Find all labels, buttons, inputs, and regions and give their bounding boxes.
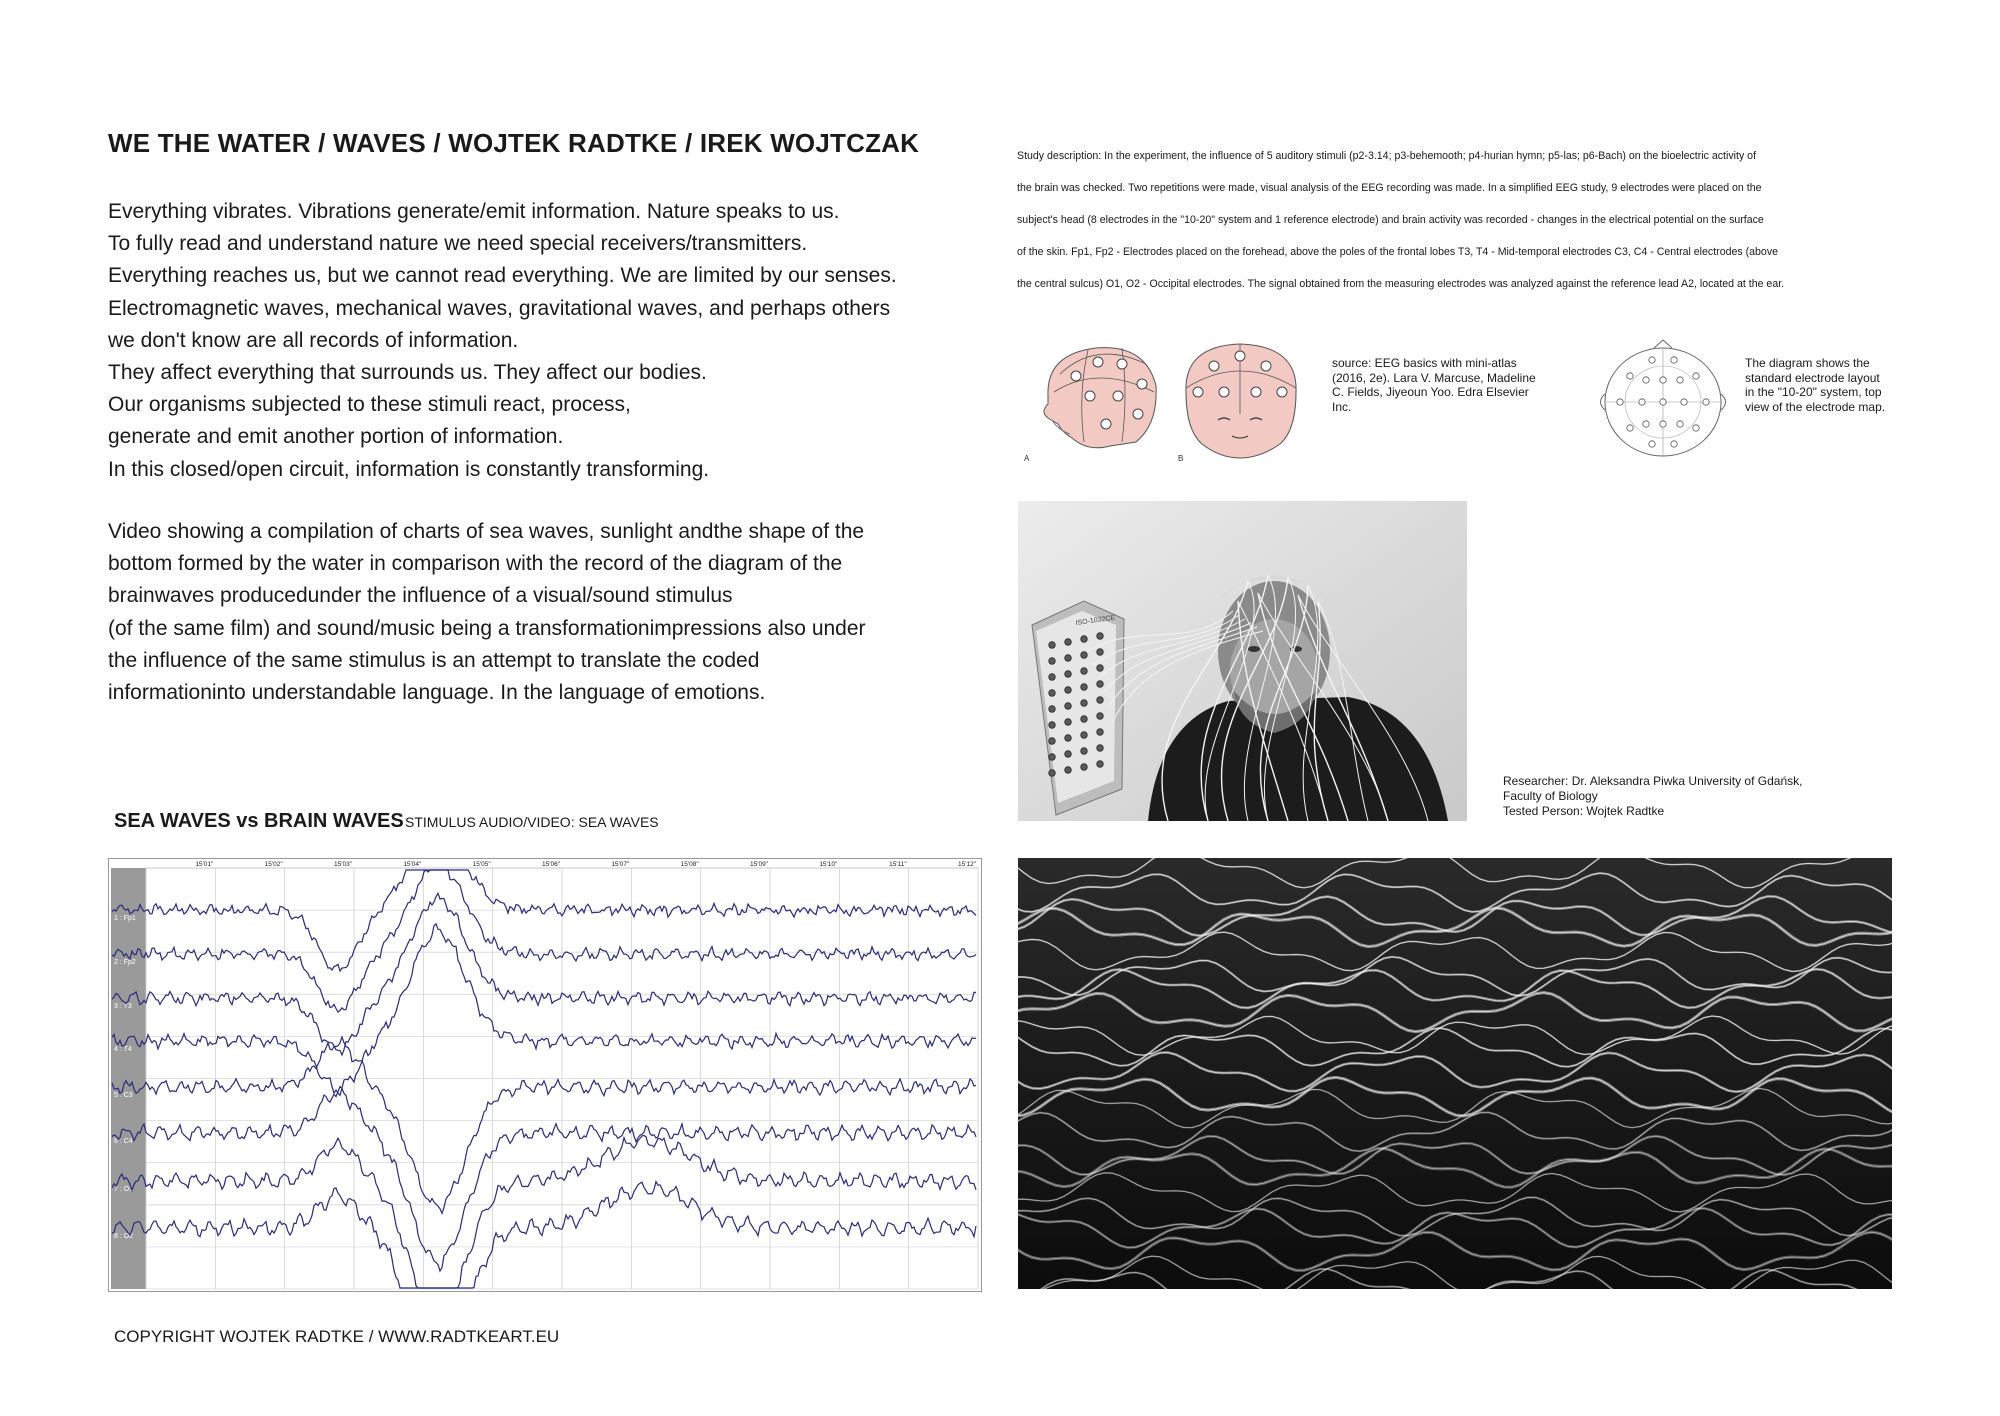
time-label: 15'06" bbox=[541, 861, 560, 868]
section-title: SEA WAVES vs BRAIN WAVES bbox=[114, 810, 404, 832]
text-line: standard electrode layout bbox=[1745, 370, 1880, 385]
text-line: of the skin. Fp1, Fp2 - Electrodes placed on the forehead, above the poles of the frontal lobes T3, T4 - Mid-temporal electrodes C3, C4 - Central electrodes (above bbox=[1017, 246, 1779, 258]
head-side-view bbox=[1024, 348, 1156, 463]
time-label: 15'12" bbox=[957, 861, 976, 868]
eeg-recording-image bbox=[108, 858, 982, 1292]
text-line: the central sulcus) O1, O2 - Occipital electrodes. The signal obtained from the measuring electrodes was analyzed against the reference lead A2, located at the ear. bbox=[1017, 278, 1785, 290]
text-line: informationinto understandable language. In the language of emotions. bbox=[108, 681, 766, 705]
time-label: 15'09" bbox=[749, 861, 768, 868]
text-line: brainwaves producedunder the influence of a visual/sound stimulus bbox=[108, 584, 733, 608]
time-label: 15'02" bbox=[264, 861, 283, 868]
text-line: In this closed/open circuit, information is constantly transforming. bbox=[108, 457, 710, 481]
text-line: The diagram shows the bbox=[1745, 356, 1870, 370]
text-line: Video showing a compilation of charts of sea waves, sunlight andthe shape of the bbox=[108, 520, 865, 543]
text-line: Researcher: Dr. Aleksandra Piwka University of Gdańsk, bbox=[1503, 774, 1803, 788]
time-label: 15'07" bbox=[611, 861, 630, 868]
text-line: we don't know are all records of information. bbox=[108, 328, 519, 352]
intro-paragraph-2 bbox=[108, 516, 866, 709]
time-label: 15'03" bbox=[333, 861, 352, 868]
figure-label-b: B bbox=[1178, 454, 1184, 463]
channel-label: 6 : C4 bbox=[114, 1138, 133, 1145]
text-line: C. Fields, Jiyeoun Yoo. Edra Elsevier bbox=[1332, 385, 1529, 399]
tested-person-photo bbox=[1018, 501, 1467, 821]
time-label: 15'01" bbox=[195, 861, 214, 868]
text-line: source: EEG basics with mini-atlas bbox=[1332, 356, 1517, 370]
diagram-caption bbox=[1745, 356, 1905, 414]
text-line: Tested Person: Wojtek Radtke bbox=[1503, 804, 1665, 818]
time-label: 15'04" bbox=[403, 861, 422, 868]
text-line: Study description: In the experiment, the influence of 5 auditory stimuli (p2-3.14; p3-behemooth; p4-hurian hymn; p5-las; p6-Bach) on the bioelectric activity of bbox=[1017, 150, 1757, 162]
text-line: (of the same film) and sound/music being a transformationimpressions also under bbox=[108, 616, 866, 640]
text-line: generate and emit another portion of information. bbox=[108, 425, 564, 449]
channel-label: 8 : O2 bbox=[114, 1233, 134, 1240]
text-line: Inc. bbox=[1332, 399, 1352, 414]
text-line: bottom formed by the water in comparison with the record of the diagram of the bbox=[108, 552, 843, 576]
time-label: 15'10" bbox=[819, 861, 838, 868]
page-title: WE THE WATER / WAVES / WOJTEK RADTKE / IREK WOJTCZAK bbox=[108, 128, 920, 158]
text-line: Electromagnetic waves, mechanical waves, gravitational waves, and perhaps others bbox=[108, 296, 891, 320]
figure-label-a: A bbox=[1024, 454, 1030, 463]
head-front-view bbox=[1178, 344, 1296, 463]
channel-label: 5 : C3 bbox=[114, 1092, 133, 1099]
text-line: the influence of the same stimulus is an attempt to translate the coded bbox=[108, 648, 760, 672]
text-line: They affect everything that surrounds us. They affect our bodies. bbox=[108, 361, 707, 385]
intro-paragraph-1 bbox=[108, 196, 897, 486]
text-line: Our organisms subjected to these stimuli react, process, bbox=[108, 393, 631, 417]
channel-label: 1 : Fp1 bbox=[114, 915, 136, 922]
source-caption bbox=[1332, 356, 1552, 414]
device-label: ISO-1032CE bbox=[1075, 614, 1116, 627]
electrode-map-top-view bbox=[1584, 338, 1742, 462]
time-label: 15'05" bbox=[472, 861, 491, 868]
text-line: Everything reaches us, but we cannot read everything. We are limited by our senses. bbox=[108, 264, 897, 288]
copyright-footer: COPYRIGHT WOJTEK RADTKE / WWW.RADTKEART.EU bbox=[114, 1327, 560, 1346]
researcher-caption bbox=[1503, 774, 1802, 819]
text-line: Everything vibrates. Vibrations generate/emit information. Nature speaks to us. bbox=[108, 200, 840, 223]
text-line: in the "10-20" system, top bbox=[1745, 385, 1882, 399]
channel-label: 7 : O1 bbox=[114, 1186, 134, 1193]
text-line: the brain was checked. Two repetitions were made, visual analysis of the EEG recording was made. In a simplified EEG study, 9 electrodes were placed on the bbox=[1017, 182, 1762, 194]
text-line: subject's head (8 electrodes in the "10-20" system and 1 reference electrode) and brain activity was recorded - changes in the electrical potential on the surface bbox=[1017, 214, 1764, 226]
time-label: 15'08" bbox=[680, 861, 699, 868]
head-electrode-illustration bbox=[1018, 334, 1328, 464]
time-label: 15'11" bbox=[889, 861, 907, 868]
section-subtitle: STIMULUS AUDIO/VIDEO: SEA WAVES bbox=[405, 814, 659, 830]
study-description bbox=[1017, 140, 1897, 300]
channel-label: 2 : Fp2 bbox=[114, 959, 136, 966]
text-line: Faculty of Biology bbox=[1503, 789, 1598, 803]
sea-waves-caustics-image bbox=[1018, 858, 1892, 1289]
channel-label: 3 : T3 bbox=[114, 1003, 132, 1010]
text-line: (2016, 2e). Lara V. Marcuse, Madeline bbox=[1332, 370, 1536, 385]
channel-label: 4 : T4 bbox=[114, 1046, 132, 1053]
text-line: To fully read and understand nature we need special receivers/transmitters. bbox=[108, 232, 808, 256]
text-line: view of the electrode map. bbox=[1745, 399, 1886, 414]
